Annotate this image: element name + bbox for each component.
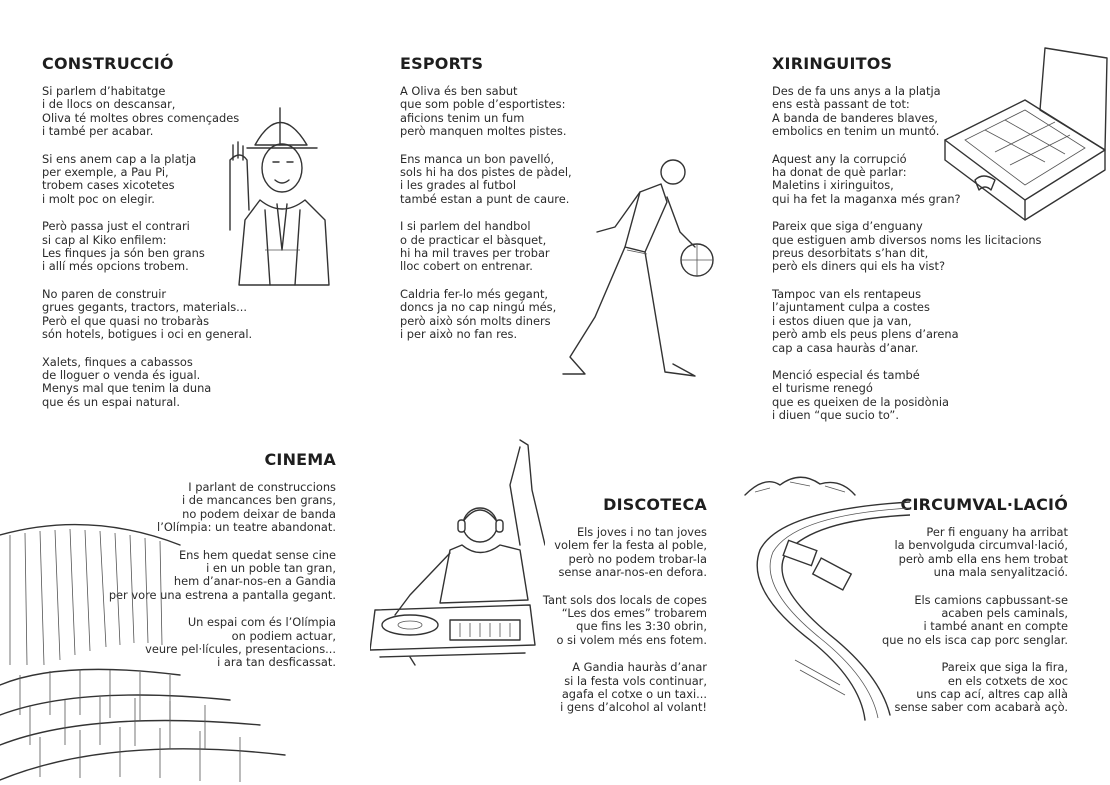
verse-line: Caldria fer-lo més gegant, (400, 286, 549, 301)
verse-line: Però el que quasi no trobaràs (42, 313, 209, 328)
section-discoteca (520, 495, 707, 729)
verse-line: i estos diuen que ja van, (772, 313, 912, 328)
stanza (520, 526, 707, 580)
verse-line: ens està passant de tot: (772, 97, 910, 112)
verse-line: aficions tenim un fum (400, 110, 525, 125)
theater-seats-icon (0, 515, 290, 785)
verse-line: si cap al Kiko enfilem: (42, 232, 167, 247)
verse-line: A Oliva és ben sabut (400, 84, 518, 98)
section-title: XIRINGUITOS (772, 54, 893, 73)
verse-line: No paren de construir (42, 286, 167, 301)
verse-line: i allí més opcions trobem. (42, 259, 189, 274)
verse-line: Les finques ja són ben grans (42, 246, 205, 261)
stanza (42, 288, 282, 342)
verse-line: sense anar-nos-en defora. (558, 565, 707, 580)
verse-line: hi ha mil traves per trobar (400, 246, 550, 261)
verse-line: una mala senyalització. (933, 565, 1068, 580)
verse-line: veure pel·lícules, presentacions... (145, 642, 336, 657)
verse-line: Els joves i no tan joves (576, 525, 707, 539)
verse-line: Pareix que siga d’enguany (772, 219, 923, 234)
verse-line: Menys mal que tenim la duna (42, 381, 212, 396)
verse-line: A banda de banderes blaves, (772, 110, 938, 125)
verse-line: i ara tan desficassat. (217, 655, 336, 670)
stanza (520, 661, 707, 715)
stanza (520, 594, 707, 648)
verse-line: preus desorbitats s’han dit, (772, 246, 929, 261)
verse-line: però amb els peus plens d’arena (772, 327, 959, 342)
verse-line: per exemple, a Pau Pi, (42, 165, 169, 180)
stanza (772, 288, 1072, 355)
verse-line: Per fi enguany ha arribat (926, 525, 1068, 539)
section-title: CINEMA (264, 450, 336, 469)
verse-line: Els camions capbussant-se (914, 592, 1068, 607)
verse-line: ha donat de què parlar: (772, 165, 907, 180)
verse-line: de lloguer o venda és igual. (42, 367, 201, 382)
verse-line: que som poble d’esportistes: (400, 97, 566, 112)
verse-line: que és un espai natural. (42, 394, 180, 409)
verse-line: però els diners qui els ha vist? (772, 259, 945, 274)
verse-line: però això són molts diners (400, 313, 551, 328)
verse-line: i de llocs on descansar, (42, 97, 176, 112)
basketball-player-icon (555, 152, 725, 387)
verse-line: “Les dos emes” trobarem (561, 606, 707, 621)
verse-line: i molt poc on elegir. (42, 191, 155, 206)
stanza (42, 356, 282, 410)
verse-line: per vore una estrena a pantalla gegant. (108, 587, 336, 602)
verse-line: són hotels, botigues i oci en general. (42, 327, 253, 342)
verse-line: sols hi ha dos pistes de pàdel, (400, 165, 572, 180)
verse-line: volem fer la festa al poble, (554, 538, 707, 553)
verse-line: i també anant en compte (923, 619, 1068, 634)
verse-line: que no els isca cap porc senglar. (882, 632, 1068, 647)
verse-line: Pareix que siga la fira, (941, 660, 1068, 675)
verse-line: lloc cobert on entrenar. (400, 259, 533, 274)
verse-line: que fins les 3:30 obrin, (576, 619, 707, 634)
verse-line: I parlant de construccions (188, 480, 336, 494)
dj-icon (370, 435, 545, 675)
verse-line: Un espai com és l’Olímpia (187, 615, 336, 630)
verse-line: també estan a punt de caure. (400, 191, 570, 206)
verse-line: el turisme renegó (772, 381, 873, 396)
verse-line: que estiguen amb diversos noms les licitacions (772, 232, 1042, 247)
verse-line: Des de fa uns anys a la platja (772, 84, 941, 98)
verse-line: l’ajuntament culpa a costes (772, 300, 930, 315)
verse-line: l’Olímpia: un teatre abandonat. (157, 520, 336, 535)
verse-line: que es queixen de la posidònia (772, 394, 949, 409)
verse-line: A Gandia hauràs d’anar (572, 660, 707, 675)
verse-line: Oliva té moltes obres començades (42, 110, 240, 125)
stanza (772, 220, 1072, 274)
verse-line: o si volem més ens fotem. (556, 632, 707, 647)
verse-line: si la festa vols continuar, (564, 673, 707, 688)
verse-line: en els cotxets de xoc (947, 673, 1068, 688)
briefcase-icon (935, 40, 1110, 225)
verse-line: I si parlem del handbol (400, 219, 531, 234)
verse-line: la benvolguda circumval·lació, (894, 538, 1068, 553)
section-title: CIRCUMVAL·LACIÓ (900, 495, 1068, 514)
verse-line: on podiem actuar, (231, 628, 336, 643)
verse-line: Si ens anem cap a la platja (42, 151, 197, 166)
verse-line: uns cap ací, altres cap allà (916, 687, 1068, 702)
verse-line: embolics en tenim un muntó. (772, 124, 940, 139)
section-title: ESPORTS (400, 54, 484, 73)
verse-line: i per això no fan res. (400, 327, 518, 342)
stanza (400, 85, 600, 139)
verse-line: trobem cases xicotetes (42, 178, 175, 193)
verse-line: però amb ella ens hem trobat (898, 551, 1068, 566)
verse-line: i en un poble tan gran, (206, 561, 336, 576)
highway-icon (740, 470, 910, 770)
verse-line: però manquen moltes pistes. (400, 124, 567, 139)
verse-line: Tant sols dos locals de copes (542, 592, 707, 607)
verse-line: Aquest any la corrupció (772, 151, 907, 166)
verse-line: o de practicar el bàsquet, (400, 232, 547, 247)
verse-line: Però passa just el contrari (42, 219, 190, 234)
stanza (772, 369, 1072, 423)
verse-line: qui ha fet la maganxa més gran? (772, 191, 961, 206)
verse-line: Tampoc van els rentapeus (772, 286, 922, 301)
section-title: CONSTRUCCIÓ (42, 54, 174, 73)
verse-line: no podem deixar de banda (182, 506, 336, 521)
verse-line: Ens manca un bon pavelló, (400, 151, 555, 166)
verse-line: cap a casa hauràs d’anar. (772, 340, 919, 355)
verse-line: i les grades al futbol (400, 178, 517, 193)
verse-line: Xalets, finques a cabassos (42, 354, 193, 369)
verse-line: hem d’anar-nos-en a Gandia (173, 574, 336, 589)
verse-line: i gens d’alcohol al volant! (560, 700, 707, 715)
verse-line: acaben pels caminals, (941, 606, 1068, 621)
verse-line: Menció especial és també (772, 367, 920, 382)
verse-line: grues gegants, tractors, materials... (42, 300, 248, 315)
verse-line: però no podem trobar-la (568, 551, 707, 566)
verse-line: Ens hem quedat sense cine (178, 547, 336, 562)
section-title: DISCOTECA (603, 495, 707, 514)
verse-line: i també per acabar. (42, 124, 154, 139)
construction-worker-icon (225, 100, 335, 290)
verse-line: sense saber com acabarà açò. (894, 700, 1068, 715)
verse-line: i de mancances ben grans, (182, 493, 336, 508)
verse-line: Si parlem d’habitatge (42, 84, 166, 98)
verse-line: agafa el cotxe o un taxi... (561, 687, 707, 702)
verse-line: Maletins i xiringuitos, (772, 178, 894, 193)
verse-line: i diuen “que sucio to”. (772, 408, 899, 423)
verse-line: doncs ja no cap ningú més, (400, 300, 557, 315)
